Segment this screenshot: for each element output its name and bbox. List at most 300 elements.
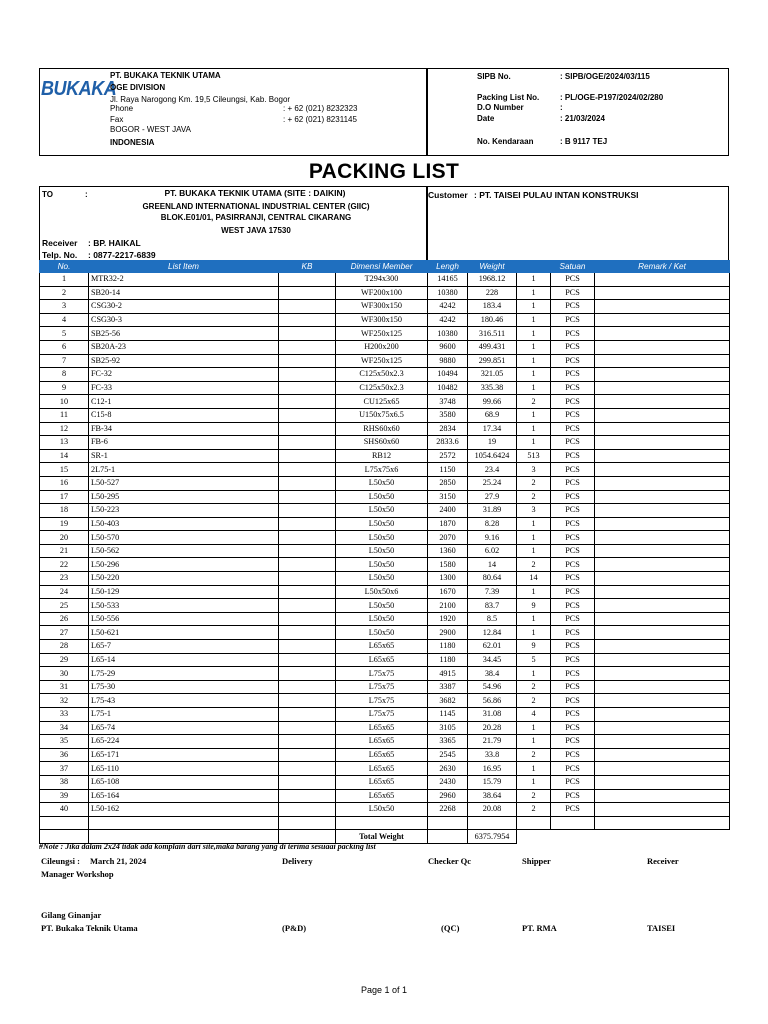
col-kb: KB: [279, 261, 336, 273]
row-item: L50-533: [89, 599, 279, 613]
row-item: CSG30-3: [89, 313, 279, 327]
row-no: 28: [40, 640, 89, 654]
table-row: [40, 640, 730, 654]
table-row: [40, 273, 730, 287]
row-no: 19: [40, 517, 89, 531]
row-satuan: PCS: [551, 313, 595, 327]
row-length: 4242: [428, 313, 468, 327]
row-item: FB-6: [89, 436, 279, 450]
row-dimensi: C125x50x2.3: [336, 368, 428, 382]
company-name: PT. BUKAKA TEKNIK UTAMA: [110, 71, 221, 80]
row-satuan: PCS: [551, 273, 595, 287]
blank-cell: [279, 816, 336, 830]
row-no: 10: [40, 395, 89, 409]
row-qty: 1: [517, 368, 551, 382]
row-no: 12: [40, 422, 89, 436]
row-satuan: PCS: [551, 504, 595, 518]
table-row: [40, 585, 730, 599]
row-weight: 38.4: [468, 667, 517, 681]
row-dimensi: L65x65: [336, 735, 428, 749]
row-no: 4: [40, 313, 89, 327]
table-row: [40, 680, 730, 694]
date-label: Date: [477, 114, 495, 123]
row-item: L50-296: [89, 558, 279, 572]
row-satuan: PCS: [551, 653, 595, 667]
receiver-value: : BP. HAIKAL: [88, 238, 141, 248]
row-item: L65-110: [89, 762, 279, 776]
row-weight: 316.511: [468, 327, 517, 341]
row-qty: 2: [517, 476, 551, 490]
row-item: L65-74: [89, 721, 279, 735]
sipb-label: SIPB No.: [477, 72, 511, 81]
sign-org-taisei: TAISEI: [647, 923, 676, 933]
to-label: TO: [42, 190, 53, 199]
col-list-item: List Item: [89, 261, 279, 273]
row-length: 3365: [428, 735, 468, 749]
items-table: [39, 260, 730, 844]
row-kb: [279, 273, 336, 287]
row-item: L75-43: [89, 694, 279, 708]
total-value: 6375.7954: [468, 830, 517, 844]
col-length: Lengh: [428, 261, 468, 273]
table-row: [40, 476, 730, 490]
row-dimensi: WF250x125: [336, 354, 428, 368]
row-item: L50-562: [89, 544, 279, 558]
row-no: 37: [40, 762, 89, 776]
row-satuan: PCS: [551, 640, 595, 654]
row-length: 1145: [428, 708, 468, 722]
blank-cell: [40, 816, 89, 830]
row-item: L50-556: [89, 612, 279, 626]
row-kb: [279, 463, 336, 477]
row-kb: [279, 708, 336, 722]
row-remark: [595, 612, 730, 626]
row-dimensi: H200x200: [336, 340, 428, 354]
table-row: [40, 490, 730, 504]
table-row: [40, 735, 730, 749]
row-remark: [595, 667, 730, 681]
row-satuan: PCS: [551, 476, 595, 490]
row-no: 14: [40, 449, 89, 463]
row-no: 30: [40, 667, 89, 681]
sign-org-bukaka: PT. Bukaka Teknik Utama: [41, 923, 138, 933]
page-footer: Page 1 of 1: [360, 985, 408, 995]
row-remark: [595, 449, 730, 463]
row-satuan: PCS: [551, 612, 595, 626]
table-row: [40, 667, 730, 681]
row-satuan: PCS: [551, 585, 595, 599]
table-row: [40, 313, 730, 327]
row-no: 13: [40, 436, 89, 450]
row-dimensi: L50x50: [336, 476, 428, 490]
row-dimensi: L65x65: [336, 748, 428, 762]
row-no: 23: [40, 572, 89, 586]
row-remark: [595, 735, 730, 749]
table-row: [40, 558, 730, 572]
table-row: [40, 544, 730, 558]
row-kb: [279, 721, 336, 735]
row-kb: [279, 504, 336, 518]
row-dimensi: L65x65: [336, 653, 428, 667]
row-length: 1180: [428, 653, 468, 667]
row-satuan: PCS: [551, 789, 595, 803]
row-qty: 513: [517, 449, 551, 463]
row-qty: 2: [517, 748, 551, 762]
table-row: [40, 395, 730, 409]
row-dimensi: L65x65: [336, 775, 428, 789]
total-label: Total Weight: [336, 830, 428, 844]
row-satuan: PCS: [551, 436, 595, 450]
sign-checker: Checker Qc: [428, 856, 472, 866]
row-weight: 321.05: [468, 368, 517, 382]
vehicle-label: No. Kendaraan: [477, 137, 534, 146]
telp-label: Telp. No.: [42, 250, 78, 260]
row-item: SB25-92: [89, 354, 279, 368]
row-no: 24: [40, 585, 89, 599]
row-item: L65-108: [89, 775, 279, 789]
row-remark: [595, 463, 730, 477]
row-length: 2833.6: [428, 436, 468, 450]
row-remark: [595, 313, 730, 327]
row-kb: [279, 300, 336, 314]
packing-list-value: : PL/OGE-P197/2024/02/280: [560, 93, 664, 102]
row-length: 2268: [428, 803, 468, 817]
row-no: 15: [40, 463, 89, 477]
row-kb: [279, 476, 336, 490]
row-kb: [279, 803, 336, 817]
to-line2: GREENLAND INTERNATIONAL INDUSTRIAL CENTER (GIIC): [142, 202, 370, 211]
row-kb: [279, 313, 336, 327]
row-weight: 25.24: [468, 476, 517, 490]
row-remark: [595, 422, 730, 436]
row-weight: 62.01: [468, 640, 517, 654]
row-item: FC-33: [89, 381, 279, 395]
row-no: 27: [40, 626, 89, 640]
row-kb: [279, 449, 336, 463]
row-weight: 34.45: [468, 653, 517, 667]
row-length: 1920: [428, 612, 468, 626]
row-weight: 180.46: [468, 313, 517, 327]
row-remark: [595, 354, 730, 368]
row-length: 3580: [428, 408, 468, 422]
row-qty: 1: [517, 544, 551, 558]
row-remark: [595, 381, 730, 395]
row-dimensi: L50x50: [336, 544, 428, 558]
row-satuan: PCS: [551, 803, 595, 817]
row-item: SB20A-23: [89, 340, 279, 354]
do-label: D.O Number: [477, 103, 524, 112]
row-no: 26: [40, 612, 89, 626]
row-item: L65-7: [89, 640, 279, 654]
sign-shipper: Shipper: [522, 856, 551, 866]
row-dimensi: L50x50: [336, 612, 428, 626]
row-weight: 54.96: [468, 680, 517, 694]
row-kb: [279, 517, 336, 531]
row-satuan: PCS: [551, 354, 595, 368]
row-dimensi: L50x50: [336, 599, 428, 613]
row-qty: 2: [517, 395, 551, 409]
row-qty: 1: [517, 436, 551, 450]
table-row: [40, 517, 730, 531]
row-satuan: PCS: [551, 449, 595, 463]
row-remark: [595, 327, 730, 341]
row-kb: [279, 558, 336, 572]
row-qty: 1: [517, 340, 551, 354]
row-remark: [595, 476, 730, 490]
row-remark: [595, 803, 730, 817]
row-length: 2834: [428, 422, 468, 436]
row-remark: [595, 789, 730, 803]
sipb-value: : SIPB/OGE/2024/03/115: [560, 72, 650, 81]
row-kb: [279, 408, 336, 422]
row-no: 11: [40, 408, 89, 422]
table-row: [40, 327, 730, 341]
row-length: 1180: [428, 640, 468, 654]
do-value: :: [560, 103, 563, 112]
row-dimensi: L75x75: [336, 708, 428, 722]
row-no: 16: [40, 476, 89, 490]
sign-date: March 21, 2024: [90, 856, 147, 866]
col-satuan: Satuan: [551, 261, 595, 273]
row-length: 10494: [428, 368, 468, 382]
row-qty: 1: [517, 762, 551, 776]
table-row: [40, 368, 730, 382]
blank-cell: [468, 816, 517, 830]
row-weight: 228: [468, 286, 517, 300]
table-row: [40, 422, 730, 436]
row-remark: [595, 286, 730, 300]
blank-cell: [551, 816, 595, 830]
blank-cell: [517, 816, 551, 830]
row-no: 39: [40, 789, 89, 803]
row-qty: 2: [517, 694, 551, 708]
row-remark: [595, 680, 730, 694]
company-country: INDONESIA: [110, 138, 155, 147]
row-qty: 2: [517, 558, 551, 572]
row-weight: 80.64: [468, 572, 517, 586]
date-value: : 21/03/2024: [560, 114, 605, 123]
row-weight: 27.9: [468, 490, 517, 504]
row-no: 5: [40, 327, 89, 341]
row-length: 10482: [428, 381, 468, 395]
row-remark: [595, 626, 730, 640]
row-no: 8: [40, 368, 89, 382]
row-dimensi: WF300x150: [336, 300, 428, 314]
row-item: FC-32: [89, 368, 279, 382]
row-remark: [595, 748, 730, 762]
row-remark: [595, 721, 730, 735]
row-no: 38: [40, 775, 89, 789]
row-item: 2L75-1: [89, 463, 279, 477]
row-satuan: PCS: [551, 775, 595, 789]
row-qty: 1: [517, 286, 551, 300]
row-satuan: PCS: [551, 408, 595, 422]
phone-label: Phone: [110, 104, 134, 113]
to-line1: PT. BUKAKA TEKNIK UTAMA (SITE : DAIKIN): [164, 188, 346, 198]
table-row: [40, 354, 730, 368]
customer-value: : PT. TAISEI PULAU INTAN KONSTRUKSI: [474, 190, 639, 200]
row-item: C15-8: [89, 408, 279, 422]
row-weight: 56.86: [468, 694, 517, 708]
row-satuan: PCS: [551, 735, 595, 749]
row-qty: 2: [517, 680, 551, 694]
row-satuan: PCS: [551, 694, 595, 708]
row-remark: [595, 436, 730, 450]
row-no: 2: [40, 286, 89, 300]
row-dimensi: U150x75x6.5: [336, 408, 428, 422]
row-weight: 83.7: [468, 599, 517, 613]
table-row: [40, 708, 730, 722]
row-item: L65-14: [89, 653, 279, 667]
row-dimensi: L75x75: [336, 680, 428, 694]
row-kb: [279, 599, 336, 613]
total-cell: [428, 830, 468, 844]
row-no: 17: [40, 490, 89, 504]
row-remark: [595, 762, 730, 776]
vehicle-value: : B 9117 TEJ: [560, 137, 608, 146]
row-kb: [279, 368, 336, 382]
row-kb: [279, 694, 336, 708]
table-row: [40, 803, 730, 817]
row-qty: 1: [517, 775, 551, 789]
row-satuan: PCS: [551, 381, 595, 395]
row-dimensi: L50x50: [336, 504, 428, 518]
row-remark: [595, 599, 730, 613]
row-length: 9600: [428, 340, 468, 354]
row-weight: 12.84: [468, 626, 517, 640]
row-item: L65-171: [89, 748, 279, 762]
row-weight: 1054.6424: [468, 449, 517, 463]
row-kb: [279, 653, 336, 667]
row-item: SR-1: [89, 449, 279, 463]
row-remark: [595, 517, 730, 531]
row-weight: 20.28: [468, 721, 517, 735]
row-satuan: PCS: [551, 531, 595, 545]
company-logo: BUKAKA: [41, 78, 117, 100]
row-kb: [279, 640, 336, 654]
row-item: L75-1: [89, 708, 279, 722]
table-row: [40, 748, 730, 762]
row-remark: [595, 544, 730, 558]
total-cell: [551, 830, 595, 844]
row-remark: [595, 775, 730, 789]
table-row: [40, 463, 730, 477]
row-kb: [279, 381, 336, 395]
row-no: 3: [40, 300, 89, 314]
row-qty: 1: [517, 531, 551, 545]
row-no: 6: [40, 340, 89, 354]
row-weight: 8.28: [468, 517, 517, 531]
table-row: [40, 612, 730, 626]
row-no: 21: [40, 544, 89, 558]
row-satuan: PCS: [551, 667, 595, 681]
row-qty: 5: [517, 653, 551, 667]
row-length: 1870: [428, 517, 468, 531]
row-no: 35: [40, 735, 89, 749]
row-kb: [279, 626, 336, 640]
row-qty: 3: [517, 463, 551, 477]
fax-label: Fax: [110, 115, 124, 124]
row-qty: 2: [517, 789, 551, 803]
row-dimensi: L50x50: [336, 803, 428, 817]
row-weight: 1968.12: [468, 273, 517, 287]
row-dimensi: RHS60x60: [336, 422, 428, 436]
row-qty: 1: [517, 327, 551, 341]
row-qty: 9: [517, 640, 551, 654]
sign-org-qc: (QC): [441, 923, 460, 933]
row-weight: 38.64: [468, 789, 517, 803]
row-satuan: PCS: [551, 340, 595, 354]
row-remark: [595, 300, 730, 314]
row-qty: 2: [517, 803, 551, 817]
row-length: 2400: [428, 504, 468, 518]
row-kb: [279, 735, 336, 749]
row-weight: 19: [468, 436, 517, 450]
row-kb: [279, 585, 336, 599]
row-length: 9880: [428, 354, 468, 368]
row-qty: 2: [517, 490, 551, 504]
total-cell: [595, 830, 730, 844]
table-row: [40, 599, 730, 613]
row-length: 10380: [428, 327, 468, 341]
row-dimensi: L75x75: [336, 694, 428, 708]
row-no: 36: [40, 748, 89, 762]
blank-cell: [336, 816, 428, 830]
row-length: 2545: [428, 748, 468, 762]
table-row: [40, 694, 730, 708]
total-cell: [517, 830, 551, 844]
to-line4: WEST JAVA 17530: [221, 226, 291, 235]
to-line3: BLOK.E01/01, PASIRRANJI, CENTRAL CIKARANG: [160, 213, 352, 222]
row-length: 1300: [428, 572, 468, 586]
row-weight: 68.9: [468, 408, 517, 422]
row-kb: [279, 395, 336, 409]
row-kb: [279, 422, 336, 436]
row-item: L50-220: [89, 572, 279, 586]
table-row: [40, 789, 730, 803]
telp-value: : 0877-2217-6839: [88, 250, 156, 260]
row-no: 29: [40, 653, 89, 667]
row-length: 4242: [428, 300, 468, 314]
row-satuan: PCS: [551, 708, 595, 722]
row-satuan: PCS: [551, 721, 595, 735]
row-kb: [279, 748, 336, 762]
row-kb: [279, 762, 336, 776]
row-length: 4915: [428, 667, 468, 681]
row-weight: 23.4: [468, 463, 517, 477]
row-length: 3105: [428, 721, 468, 735]
table-row: [40, 504, 730, 518]
row-weight: 20.08: [468, 803, 517, 817]
row-item: L75-30: [89, 680, 279, 694]
row-length: 3748: [428, 395, 468, 409]
blank-cell: [89, 816, 279, 830]
row-length: 10380: [428, 286, 468, 300]
row-qty: 4: [517, 708, 551, 722]
row-remark: [595, 273, 730, 287]
table-row: [40, 721, 730, 735]
row-qty: 1: [517, 626, 551, 640]
table-row: [40, 408, 730, 422]
customer-label: Customer: [428, 190, 468, 200]
row-remark: [595, 572, 730, 586]
row-item: C12-1: [89, 395, 279, 409]
row-kb: [279, 436, 336, 450]
row-length: 3682: [428, 694, 468, 708]
row-dimensi: C125x50x2.3: [336, 381, 428, 395]
row-remark: [595, 504, 730, 518]
row-item: FB-34: [89, 422, 279, 436]
